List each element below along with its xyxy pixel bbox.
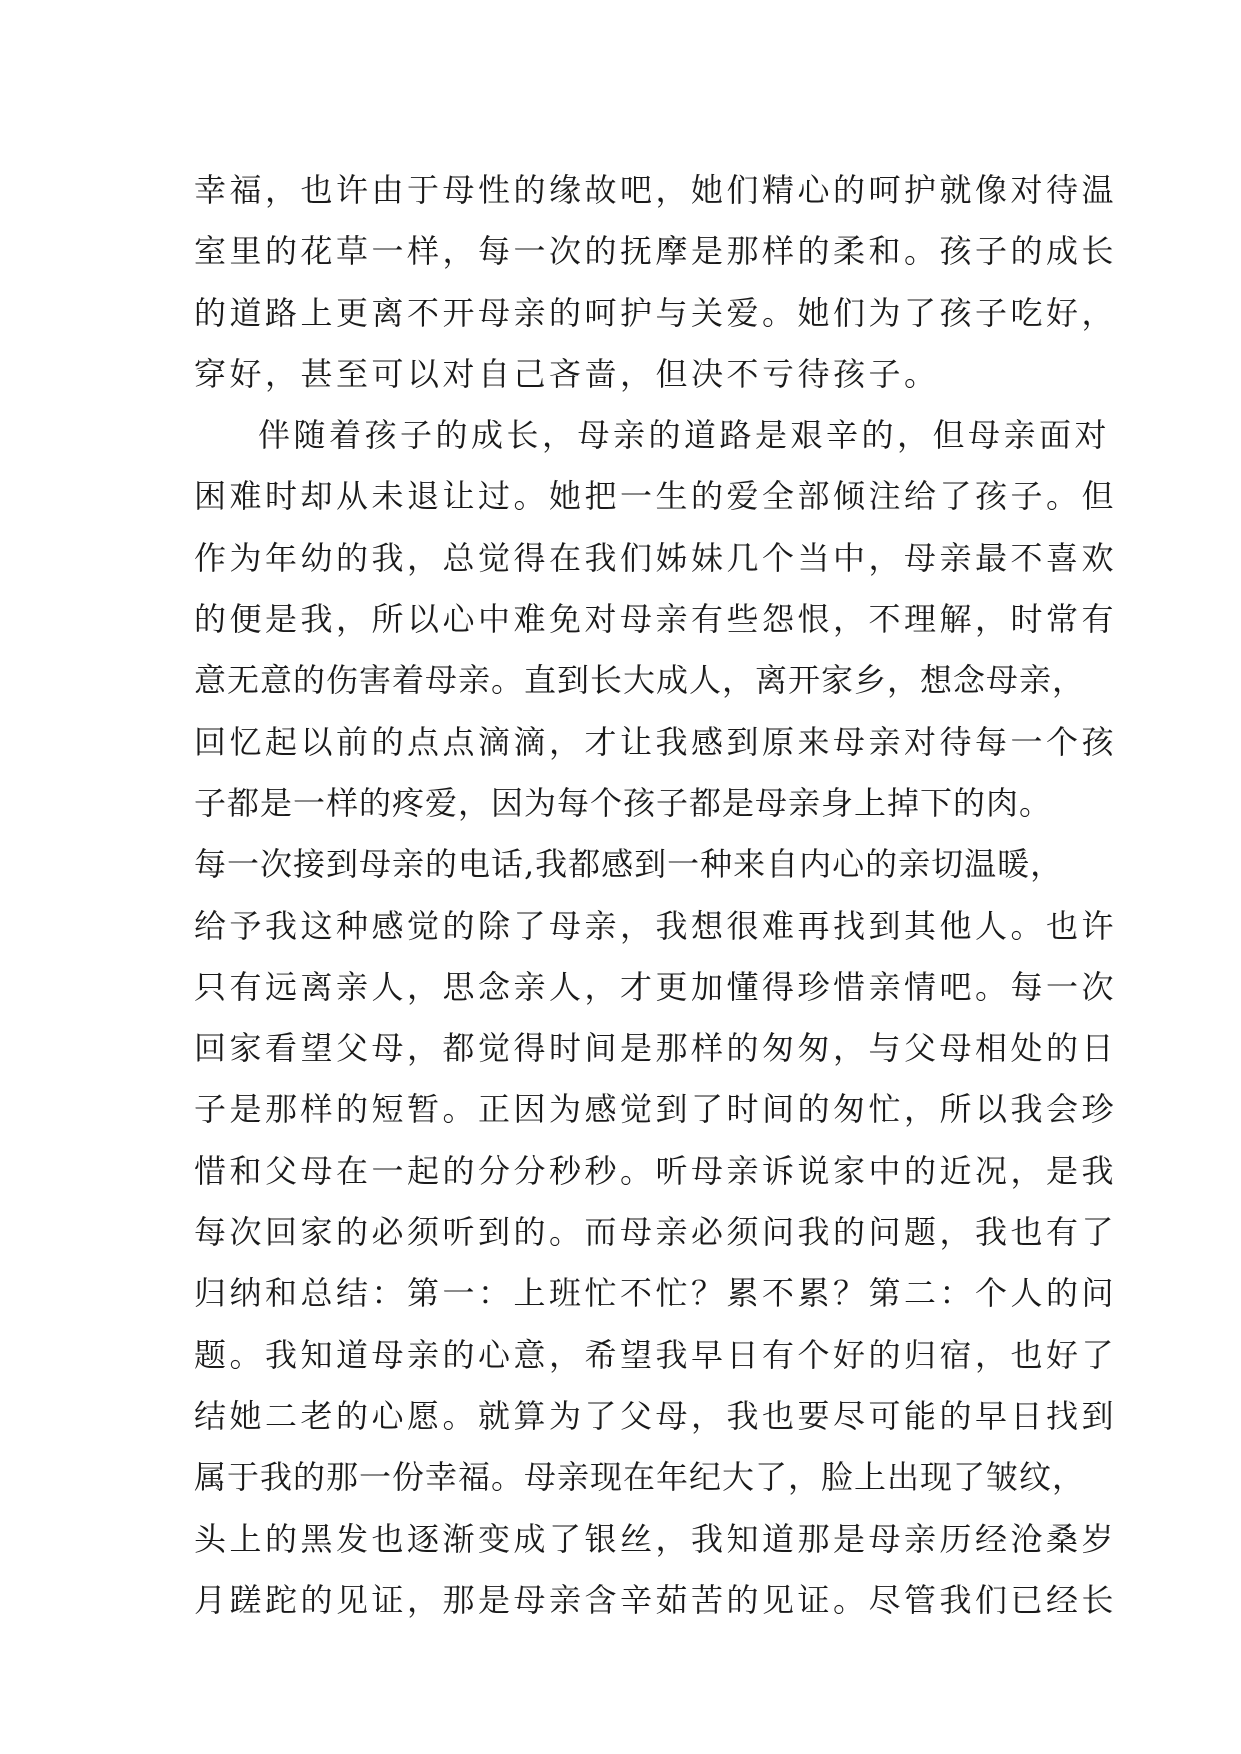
text-line: 室里的花草一样，每一次的抚摩是那样的柔和。孩子的成长 [194,232,1118,271]
text-line: 属于我的那一份幸福。母亲现在年纪大了，脸上出现了皱纹， [194,1458,1086,1497]
text-line: 只有远离亲人，思念亲人，才更加懂得珍惜亲情吧。每一次 [194,967,1118,1006]
text-line: 作为年幼的我，总觉得在我们姊妹几个当中，母亲最不喜欢 [194,538,1118,577]
text-line: 头上的黑发也逐渐变成了银丝，我知道那是母亲历经沧桑岁 [194,1519,1118,1558]
text-line: 幸福，也许由于母性的缘故吧，她们精心的呵护就像对待温 [194,171,1118,209]
text-line: 归纳和总结：第一：上班忙不忙？累不累？第二：个人的问 [194,1274,1118,1313]
paragraph-start-line: 伴随着孩子的成长，母亲的道路是艰辛的，但母亲面对 [258,416,1111,455]
text-line: 穿好，甚至可以对自己吝啬，但决不亏待孩子。 [194,354,940,393]
text-line: 回忆起以前的点点滴滴，才让我感到原来母亲对待每一个孩 [194,722,1118,761]
text-line: 困难时却从未退让过。她把一生的爱全部倾注给了孩子。但 [194,477,1118,516]
text-line: 题。我知道母亲的心意，希望我早日有个好的归宿，也好了 [194,1335,1118,1374]
text-line: 回家看望父母，都觉得时间是那样的匆匆，与父母相处的日 [194,1029,1118,1068]
text-line: 的便是我，所以心中难免对母亲有些怨恨，不理解，时常有 [194,600,1118,639]
text-line: 惜和父母在一起的分分秒秒。听母亲诉说家中的近况，是我 [194,1151,1118,1190]
text-line: 每一次接到母亲的电话,我都感到一种来自内心的亲切温暖， [194,845,1064,884]
text-line: 意无意的伤害着母亲。直到长大成人，离开家乡，想念母亲， [194,661,1086,700]
body-text [194,160,1118,1631]
text-line: 月蹉跎的见证，那是母亲含辛茹苦的见证。尽管我们已经长 [194,1580,1118,1619]
text-line: 每次回家的必须听到的。而母亲必须问我的问题，我也有了 [194,1213,1118,1252]
text-line: 的道路上更离不开母亲的呵护与关爱。她们为了孩子吃好， [194,293,1118,332]
text-line: 子都是一样的疼爱，因为每个孩子都是母亲身上掉下的肉。 [194,783,1053,822]
text-line: 给予我这种感觉的除了母亲，我想很难再找到其他人。也许 [194,906,1118,945]
text-line: 结她二老的心愿。就算为了父母，我也要尽可能的早日找到 [194,1396,1118,1435]
text-line: 子是那样的短暂。正因为感觉到了时间的匆忙，所以我会珍 [194,1090,1118,1129]
